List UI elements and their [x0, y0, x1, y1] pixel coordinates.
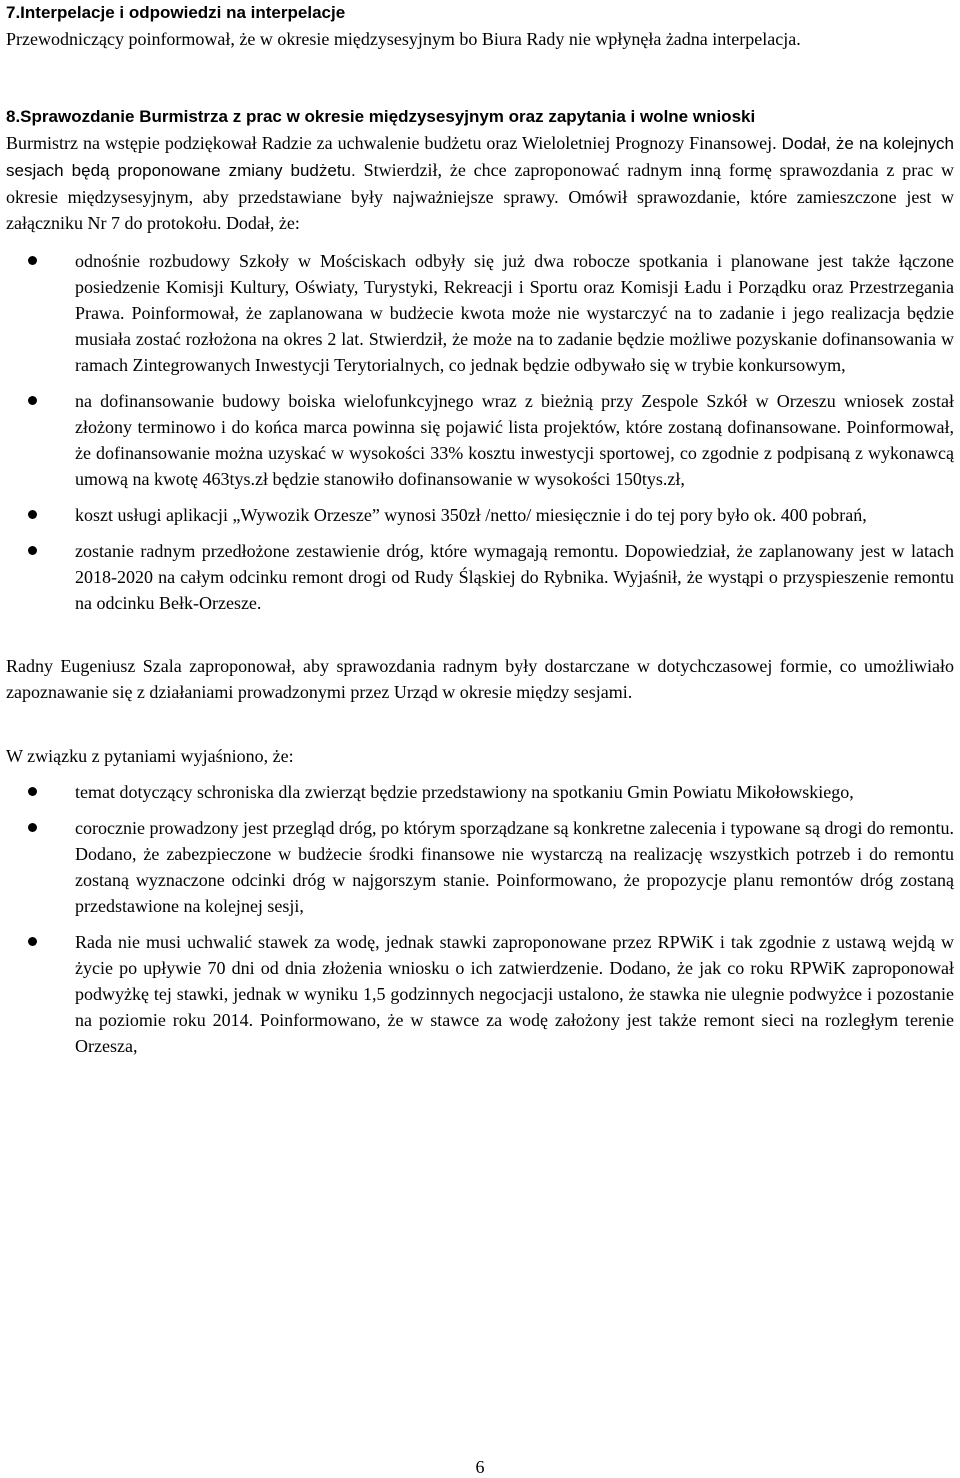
- bullet-icon: [28, 546, 37, 555]
- list-item: [6, 538, 954, 616]
- list-item-text: corocznie prowadzony jest przegląd dróg, po którym sporządzane są konkretne zalecenia i typowane są drogi do remontu. Dodano, że zabezpieczone w budżecie środki finansowe nie wystarczą na realizację wszystkich potrzeb i do remontu zostaną wyznaczone odcinki dróg w najgorszym stanie. Poinformowano, że propozycje planu remontów dróg zostaną przedstawione na kolejnej sesji,: [75, 818, 954, 916]
- mayor-points-list: [6, 248, 954, 616]
- spacer: [6, 52, 954, 104]
- bullet-icon: [28, 256, 37, 265]
- list-item: [6, 388, 954, 492]
- intro-attachment: Omówił sprawozdanie, które zamieszczone jest w załączniku Nr 7 do protokołu.: [6, 187, 954, 233]
- spacer: [6, 236, 954, 248]
- spacer: [6, 705, 954, 743]
- document-page: [6, 0, 954, 1059]
- section-8-intro: [6, 130, 954, 236]
- list-item: [6, 248, 954, 378]
- intro-budget-changes: Dodał, że na kolejnych sesjach będą proponowane zmiany budżetu.: [6, 134, 955, 180]
- explained-intro: W związku z pytaniami wyjaśniono, że:: [6, 746, 294, 766]
- list-item-text: na dofinansowanie budowy boiska wielofunkcyjnego wraz z bieżnią przy Zespole Szkół w Orzeszu wniosek został złożony terminowo i do końca marca powinna się pojawić lista projektów, które zostaną dofinansowane. Poinformował, że dofinansowanie można uzyskać w wysokości 33% kosztu inwestycji sportowej, co zgodnie z podpisaną z wykonawcą umową na kwotę 463tys.zł będzie stanowiło dofinansowanie w wysokości 150tys.zł,: [75, 391, 954, 489]
- section-7-heading: 7.Interpelacje i odpowiedzi na interpelacje: [6, 3, 346, 22]
- section-7-text: Przewodniczący poinformował, że w okresie międzysesyjnym bo Biura Rady nie wpłynęła żadna interpelacja.: [6, 29, 801, 49]
- intro-thanks: Burmistrz na wstępie podziękował Radzie za uchwalenie budżetu oraz Wieloletniej Prognozy Finansowej.: [6, 133, 777, 153]
- page-number: 6: [475, 1457, 485, 1477]
- list-item: [6, 779, 954, 805]
- section-8-heading: 8.Sprawozdanie Burmistrza z prac w okresie międzysesyjnym oraz zapytania i wolne wnioski: [6, 107, 756, 126]
- intro-added: Dodał, że:: [225, 213, 300, 233]
- spacer: [6, 616, 954, 653]
- spacer: [6, 769, 954, 779]
- list-item-text: zostanie radnym przedłożone zestawienie dróg, które wymagają remontu. Dopowiedział, że zaplanowany jest w latach 2018-2020 na całym odcinku remont drogi od Rudy Śląskiej do Rybnika. Wyjaśnił, że wystąpi o przyspieszenie remontu na odcinku Bełk-Orzesze.: [75, 541, 954, 613]
- list-item: [6, 929, 954, 1059]
- list-item-text: odnośnie rozbudowy Szkoły w Mościskach odbyły się już dwa robocze spotkania i planowane jest także łączone posiedzenie Komisji Kultury, Oświaty, Turystyki, Rekreacji i Sportu oraz Komisji Ładu i Porządku oraz Przestrzegania Prawa. Poinformował, że zaplanowana w budżecie kwota może nie wystarczyć na to zadanie i jego realizacja będzie musiała zostać rozłożona na okres 2 lat. Stwierdził, że może na to zadanie będzie możliwe pozyskanie dofinansowania w ramach Zintegrowanych Inwestycji Terytorialnych, co jednak będzie odbywało się w trybie konkursowym,: [75, 251, 954, 375]
- szala-proposal: Radny Eugeniusz Szala zaproponował, aby sprawozdania radnym były dostarczane w dotychczasowej formie, co umożliwiało zapoznawanie się z działaniami prowadzonymi przez Urząd w okresie między sesjami.: [6, 656, 954, 702]
- list-item-text: temat dotyczący schroniska dla zwierząt będzie przedstawiony na spotkaniu Gmin Powiatu Mikołowskiego,: [75, 782, 854, 802]
- bullet-icon: [28, 510, 37, 519]
- explanations-list: [6, 779, 954, 1059]
- bullet-icon: [28, 787, 37, 796]
- list-item: [6, 815, 954, 919]
- list-item-text: Rada nie musi uchwalić stawek za wodę, jednak stawki zaproponowane przez RPWiK i tak zgodnie z ustawą wejdą w życie po upływie 70 dni od dnia złożenia wniosku o ich zatwierdzenie. Dodano, że jak co roku RPWiK zaproponował podwyżkę tej stawki, jednak w wyniku 1,5 godzinnych negocjacji ustalono, że stawka nie ulegnie podwyżce i pozostanie na poziomie roku 2014. Poinformowano, że w stawce za wodę założony jest także remont sieci na rozległym terenie Orzesza,: [75, 932, 954, 1056]
- bullet-icon: [28, 823, 37, 832]
- bullet-icon: [28, 396, 37, 405]
- list-item: [6, 502, 954, 528]
- list-item-text: koszt usługi aplikacji „Wywozik Orzesze” wynosi 350zł /netto/ miesięcznie i do tej pory było ok. 400 pobrań,: [75, 505, 867, 525]
- bullet-icon: [28, 937, 37, 946]
- intro-report-form: Stwierdził, że chce zaproponować radnym inną formę sprawozdania z prac w okresie międzysesyjnym, aby przedstawiane były najważniejsze sprawy.: [6, 160, 955, 207]
